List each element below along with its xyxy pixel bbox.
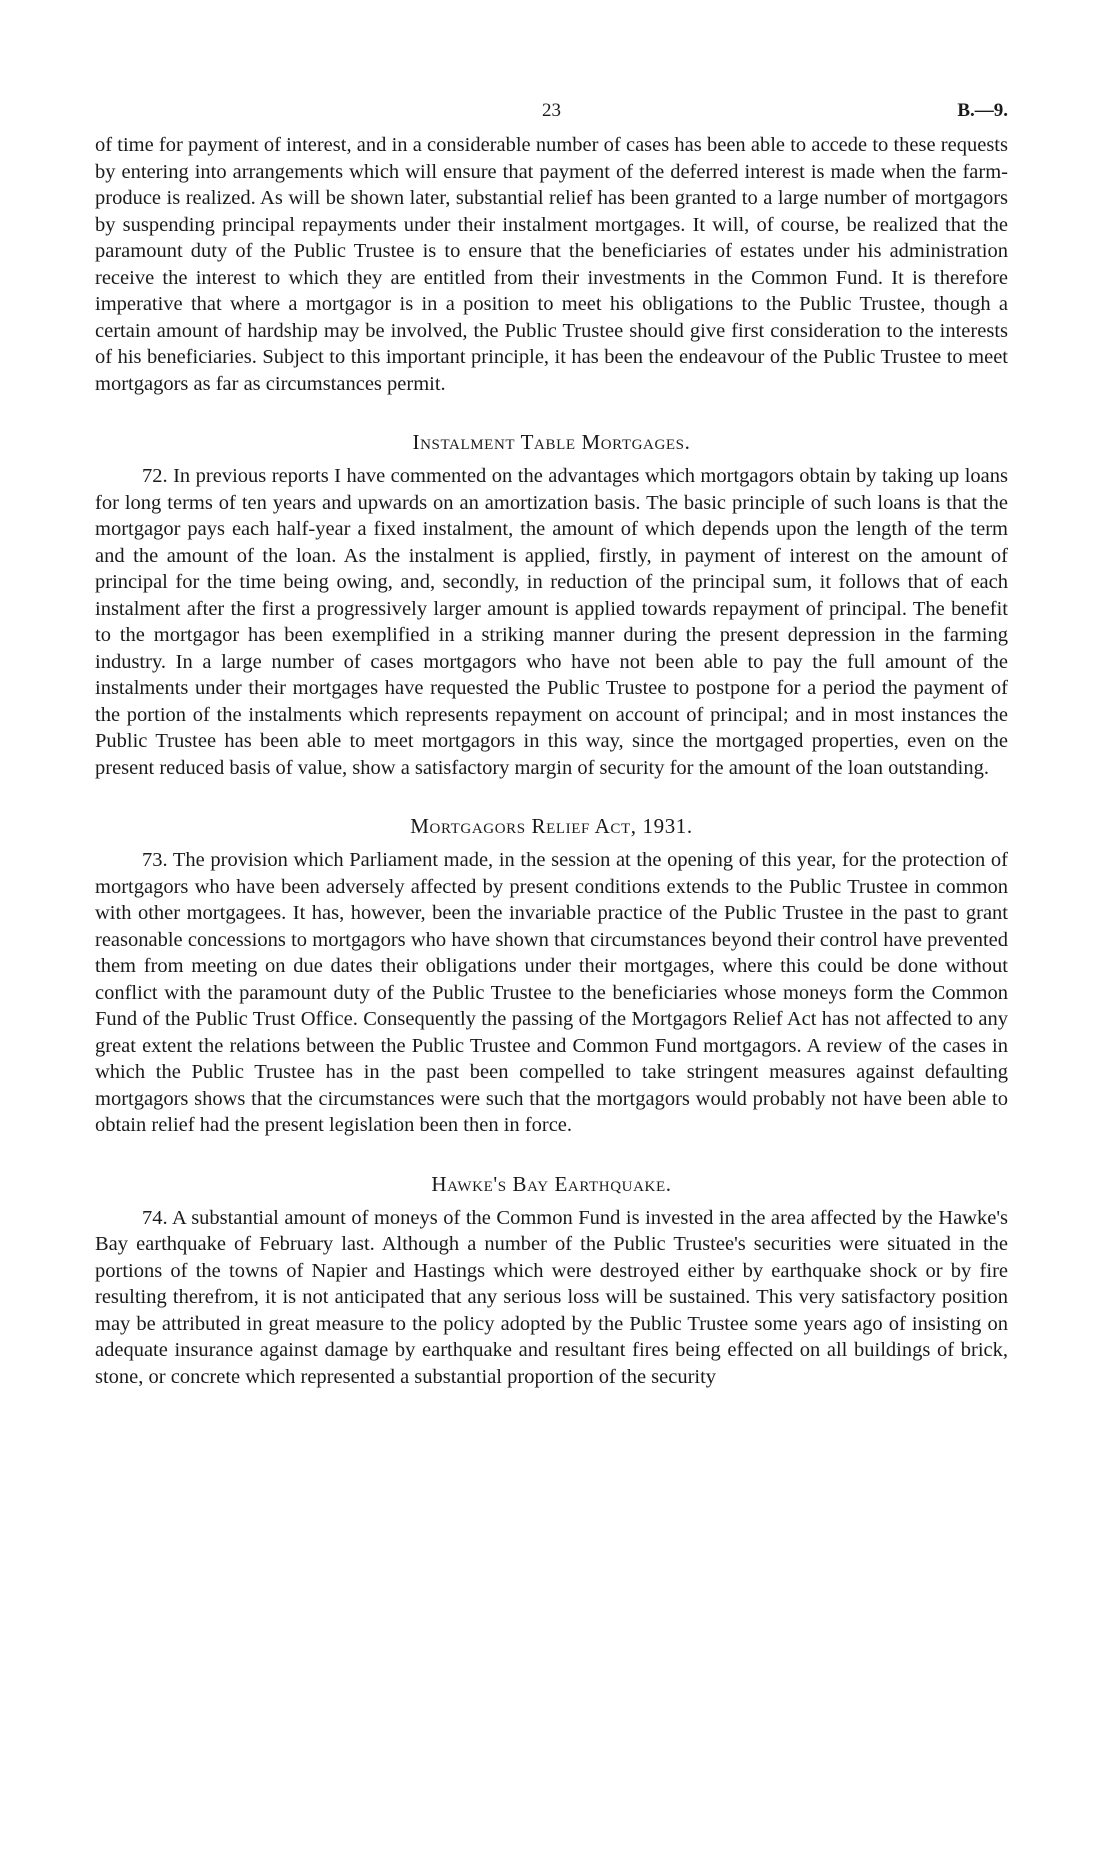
paragraph-73: 73. The provision which Parliament made, in the session at the opening of this year, for the protection of mortgagors who have been adversely affected by present conditions extends to the Public Trustee in common with other mortgagees. It has, however, been the invariable practice of the Public Trustee in the past to grant reasonable concessions to mortgagors who have shown that circumstances beyond their control have prevented them from meeting on due dates their obligations under their mortgages, where this could be done without conflict with the paramount duty of the Public Trustee to the beneficiaries whose moneys form the Common Fund of the Public Trust Office. Consequently the passing of the Mortgagors Relief Act has not affected to any great extent the relations between the Public Trustee and Common Fund mortgagors. A review of the cases in which the Public Trustee has in the past been compelled to take stringent measures against defaulting mortgagors shows that the circumstances were such that the mortgagors would probably not have been able to obtain relief had the present legislation been then in force. [95,849,1008,1136]
page-number: 23 [542,100,561,121]
section-heading-hawkes-bay-earthquake: Hawke's Bay Earthquake. [431,1171,672,1196]
document-reference: B.—9. [957,100,1008,121]
running-header [95,100,1008,132]
document-page [95,100,1008,1390]
continuation-paragraph: of time for payment of interest, and in a considerable number of cases has been able to accede to these requests by entering into arrangements which will ensure that payment of the deferred interest is made when the farm-produce is realized. As will be shown later, substantial relief has been granted to a large number of mortgagors by suspending principal repayments under their instalment mortgages. It will, of course, be realized that the paramount duty of the Public Trustee is to ensure that the beneficiaries of estates under his administration receive the interest to which they are entitled from their investments in the Common Fund. It is therefore imperative that where a mortgagor is in a position to meet his obligations to the Public Trustee, though a certain amount of hardship may be involved, the Public Trustee should give first consideration to the interests of his beneficiaries. Subject to this important principle, it has been the endeavour of the Public Trustee to meet mortgagors as far as circumstances permit. [95,134,1008,395]
paragraph-74: 74. A substantial amount of moneys of the Common Fund is invested in the area affected by the Hawke's Bay earthquake of February last. Although a number of the Public Trustee's securities were situated in the portions of the towns of Napier and Hastings which were destroyed either by earthquake shock or by fire resulting therefrom, it is not anticipated that any serious loss will be sustained. This very satisfactory position may be attributed in great measure to the policy adopted by the Public Trustee some years ago of insisting on adequate insurance against damage by earthquake and resultant fires being effected on all buildings of brick, stone, or concrete which represented a substantial proportion of the security [95,1206,1008,1388]
section-heading-mortgagors-relief-act: Mortgagors Relief Act, 1931. [410,814,693,838]
section-heading-instalment-table-mortgages: Instalment Table Mortgages. [412,430,691,454]
paragraph-72: 72. In previous reports I have commented on the advantages which mortgagors obtain by taking up loans for long terms of ten years and upwards on an amortization basis. The basic principle of such loans is that the mortgagor pays each half-year a fixed instalment, the amount of which depends upon the length of the term and the amount of the loan. As the instalment is applied, firstly, in payment of interest on the amount of principal for the time being owing, and, secondly, in reduction of the principal sum, it follows that of each instalment after the first a progressively larger amount is applied towards repayment of principal. The benefit to the mortgagor has been exemplified in a striking manner during the present depression in the farming industry. In a large number of cases mortgagors who have not been able to pay the full amount of the instalments under their mortgages have requested the Public Trustee to postpone for a period the payment of the portion of the instalments which represents repayment on account of principal; and in most instances the Public Trustee has been able to meet mortgagors in this way, since the mortgaged properties, even on the present reduced basis of value, show a satisfactory margin of security for the amount of the loan outstanding. [95,465,1008,779]
